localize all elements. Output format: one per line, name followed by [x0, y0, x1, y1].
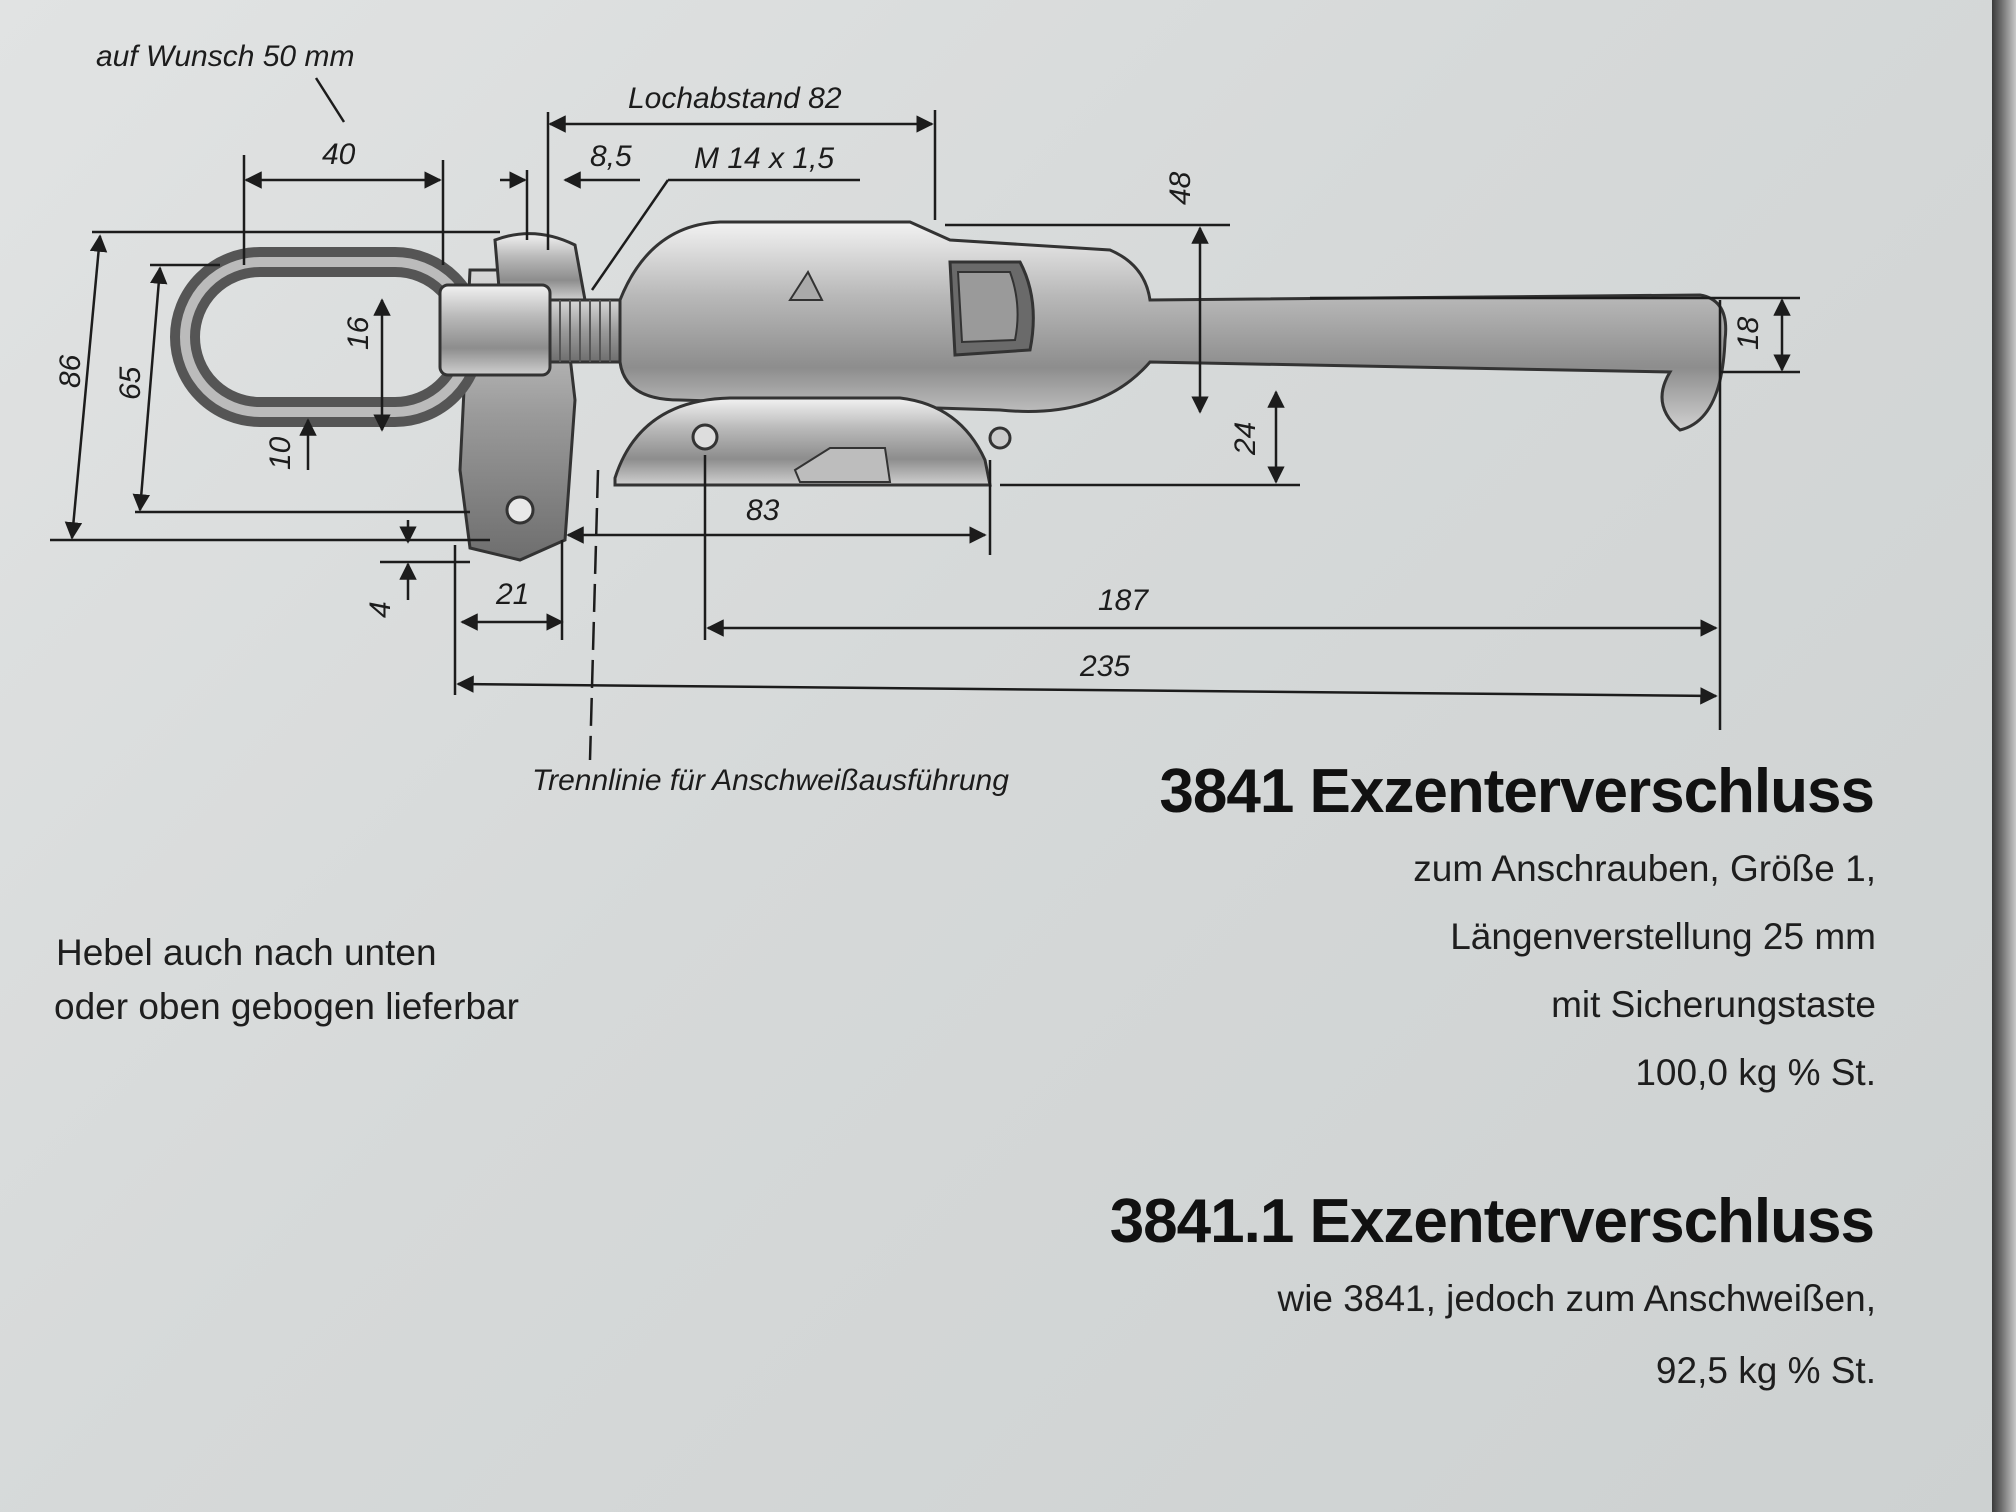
dim-width-83: 83 [746, 494, 780, 527]
product-3841-line-3: mit Sicherungstaste [1551, 984, 1876, 1025]
dim-length-235: 235 [1080, 650, 1131, 683]
dim-width-21: 21 [496, 578, 530, 611]
dim-offset-4: 4 [364, 601, 397, 618]
dim-height-24: 24 [1229, 421, 1262, 455]
product-3841-1-line-1: wie 3841, jedoch zum Anschweißen, [1277, 1278, 1876, 1319]
dim-height-18: 18 [1732, 316, 1765, 350]
product-3841-line-2: Längenverstellung 25 mm [1450, 916, 1876, 957]
latch-illustration [185, 222, 1726, 560]
dim-height-86: 86 [54, 354, 87, 388]
side-note-line-2: oder oben gebogen lieferbar [54, 986, 519, 1027]
product-title-3841: 3841 Exzenterverschluss [1159, 757, 1874, 826]
product-3841-1-price: 92,5 kg % St. [1655, 1350, 1876, 1391]
dim-offset: 8,5 [590, 140, 632, 173]
dim-offset-10: 10 [264, 436, 297, 470]
dim-thread: M 14 x 1,5 [694, 142, 835, 175]
dim-height-48: 48 [1164, 171, 1197, 205]
dim-height-65: 65 [114, 366, 147, 400]
product-3841-line-1: zum Anschrauben, Größe 1, [1413, 848, 1876, 889]
separation-line-caption: Trennlinie für Anschweißausführung [532, 764, 1009, 797]
dim-hole-spacing: Lochabstand 82 [628, 82, 842, 115]
side-note-line-1: Hebel auch nach unten [56, 932, 437, 973]
dim-loop-width: 40 [322, 138, 356, 171]
product-3841-price: 100,0 kg % St. [1635, 1052, 1876, 1093]
dim-optional-note: auf Wunsch 50 mm [96, 40, 355, 73]
dim-loop-inner: 16 [342, 316, 375, 350]
dim-length-187: 187 [1098, 584, 1149, 617]
product-title-3841-1: 3841.1 Exzenterverschluss [1109, 1187, 1874, 1256]
